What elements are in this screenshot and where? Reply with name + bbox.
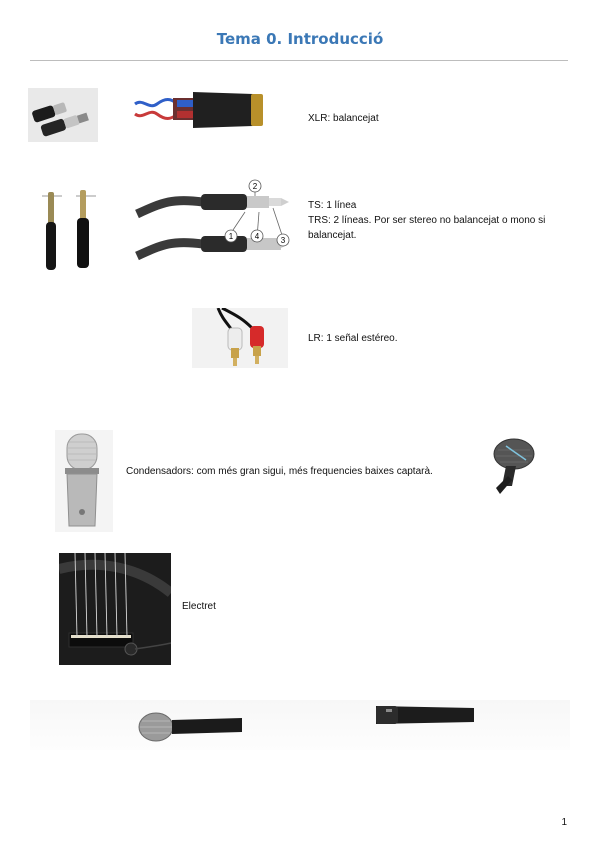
condenser-description: Condensadors: com més gran sigui, més frequencies baixes captarà. [126, 466, 433, 477]
drum-microphone-image [482, 436, 540, 500]
xlr-connectors-image [28, 88, 98, 142]
balanced-cable-image [133, 88, 265, 132]
xlr-description: XLR: balancejat [308, 113, 379, 124]
callout-2: 2 [252, 182, 258, 191]
handheld-vocal-microphone [139, 713, 242, 741]
jack-plugs-image [36, 186, 102, 272]
page-title: Tema 0. Introducció [216, 30, 384, 48]
dynamic-microphones-strip [30, 700, 570, 750]
trs-description: TRS: 2 líneas. Por ser stereo no balancejat o mono si balancejat. [308, 215, 546, 241]
electret-description: Electret [182, 601, 216, 612]
ts-trs-jack-diagram [133, 178, 295, 280]
condenser-microphone-image [55, 430, 113, 532]
lr-description: LR: 1 señal estéreo. [308, 333, 398, 344]
callout-4: 4 [254, 232, 260, 241]
callout-1: 1 [228, 232, 234, 241]
title-divider [30, 60, 568, 61]
guitar-electret-image [59, 553, 171, 665]
page-number: 1 [561, 817, 567, 828]
callout-3: 3 [280, 236, 286, 245]
instrument-microphone [376, 706, 474, 724]
ts-description: TS: 1 línea [308, 200, 357, 211]
rca-connectors-image [192, 308, 288, 368]
